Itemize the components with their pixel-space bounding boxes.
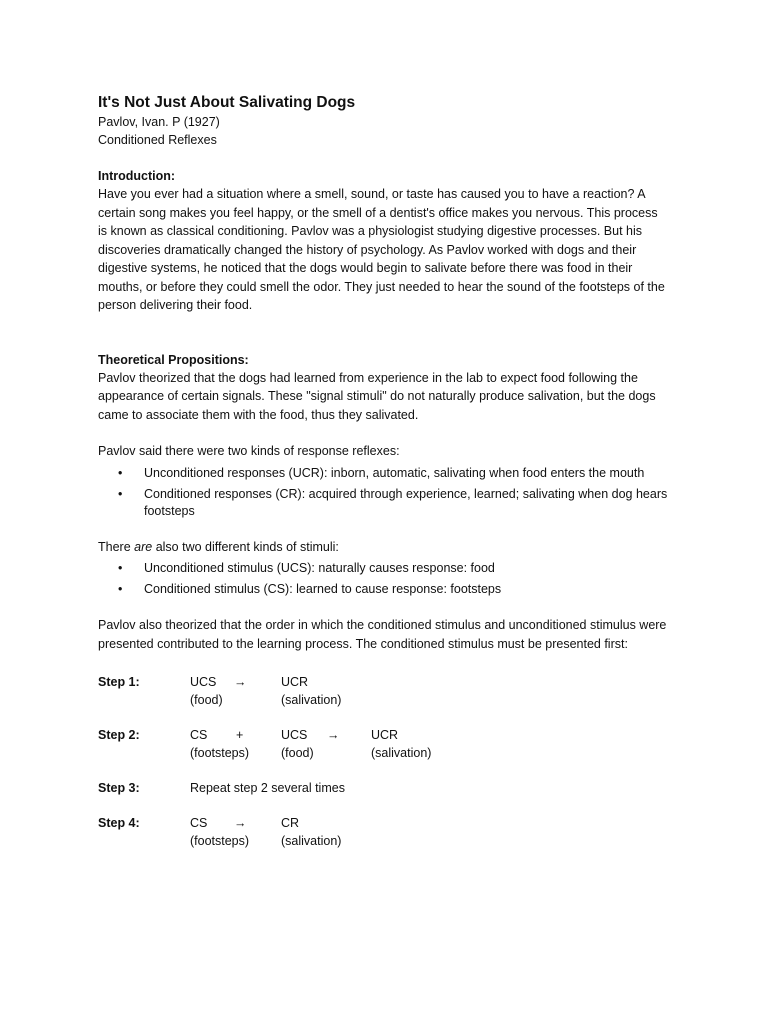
conditioning-steps bbox=[98, 673, 668, 850]
step-label: Step 3: bbox=[98, 781, 140, 795]
term-example: (footsteps) bbox=[190, 834, 250, 848]
list-item bbox=[98, 465, 668, 482]
term-name: UCR bbox=[281, 675, 309, 689]
reflexes-list bbox=[98, 465, 668, 520]
step-term bbox=[281, 814, 341, 850]
arrow-icon: → bbox=[234, 675, 247, 689]
arrow-icon: → bbox=[234, 816, 247, 830]
document-title: It's Not Just About Salivating Dogs bbox=[98, 94, 356, 111]
list-item bbox=[98, 486, 668, 520]
step-row bbox=[98, 673, 668, 709]
term-example: (salivation) bbox=[281, 693, 342, 707]
step-term bbox=[371, 726, 431, 762]
list-item-text: Conditioned stimulus (CS): learned to cause response: footsteps bbox=[144, 582, 502, 596]
list-item-text: Conditioned responses (CR): acquired through experience, learned; salivating when dog hears footsteps bbox=[144, 486, 668, 518]
step-row bbox=[98, 779, 668, 797]
step-text: Repeat step 2 several times bbox=[190, 781, 345, 795]
term-name: CR bbox=[281, 816, 300, 830]
step-term bbox=[281, 673, 341, 709]
term-example: (food) bbox=[190, 693, 223, 707]
stimuli-intro bbox=[98, 538, 668, 557]
list-item-text: Unconditioned responses (UCR): inborn, automatic, salivating when food enters the mouth bbox=[144, 465, 645, 480]
term-example: (salivation) bbox=[371, 746, 432, 760]
term-example: (salivation) bbox=[281, 834, 342, 848]
term-example: (footsteps) bbox=[190, 746, 250, 760]
step-label: Step 4: bbox=[98, 816, 140, 830]
document-page bbox=[98, 93, 668, 867]
bullet-icon: • bbox=[118, 465, 123, 480]
list-item bbox=[98, 581, 668, 598]
bullet-icon: • bbox=[118, 582, 123, 596]
reflexes-intro: Pavlov said there were two kinds of response reflexes: bbox=[98, 444, 400, 458]
step-row bbox=[98, 726, 668, 762]
list-item bbox=[98, 560, 668, 577]
theory-text: Pavlov theorized that the dogs had learned from experience in the lab to expect food following the appearance of certain signals. These "signal stimuli" do not naturally produce salivation, but the dogs came to associate them with the food, thus they salivated. bbox=[98, 370, 656, 422]
bullet-icon: • bbox=[118, 561, 123, 575]
arrow-icon: → bbox=[327, 728, 340, 742]
order-text: Pavlov also theorized that the order in which the conditioned stimulus and unconditioned stimulus were presented contributed to the learning process. The conditioned stimulus must be presented first: bbox=[98, 618, 667, 651]
author-citation: Pavlov, Ivan. P (1927) bbox=[98, 115, 220, 129]
work-title: Conditioned Reflexes bbox=[98, 133, 217, 147]
term-name: UCS bbox=[281, 728, 308, 742]
stimuli-list bbox=[98, 560, 668, 598]
step-term bbox=[190, 673, 223, 709]
term-name: CS bbox=[190, 816, 208, 830]
bullet-icon: • bbox=[118, 486, 123, 501]
list-item-text: Unconditioned stimulus (UCS): naturally causes response: food bbox=[144, 561, 495, 575]
step-label: Step 1: bbox=[98, 675, 140, 689]
introduction-text: Have you ever had a situation where a smell, sound, or taste has caused you to have a reaction? A certain song makes you feel happy, or the smell of a dentist's office makes you nervous. This process is known as classical conditioning. Pavlov was a physiologist studying digestive processes. But his discoveries dramatically changed the history of psychology. As Pavlov worked with dogs and their digestive systems, he noticed that the dogs would begin to salivate before there was food in their mouths, or before they could smell the odor. They just needed to hear the sound of the footsteps of the person delivering their food. bbox=[98, 187, 665, 312]
term-example: (food) bbox=[281, 746, 314, 760]
stimuli-intro-emphasis: are bbox=[134, 539, 153, 554]
term-name: CS bbox=[190, 728, 208, 742]
step-label: Step 2: bbox=[98, 728, 140, 742]
term-name: UCR bbox=[371, 728, 399, 742]
plus-icon: + bbox=[236, 728, 244, 742]
introduction-heading: Introduction: bbox=[98, 169, 176, 183]
step-term bbox=[281, 726, 314, 762]
stimuli-intro-pre: There bbox=[98, 539, 135, 554]
stimuli-intro-post: also two different kinds of stimuli: bbox=[152, 539, 339, 554]
step-row bbox=[98, 814, 668, 850]
term-name: UCS bbox=[190, 675, 217, 689]
theory-heading: Theoretical Propositions: bbox=[98, 352, 249, 367]
